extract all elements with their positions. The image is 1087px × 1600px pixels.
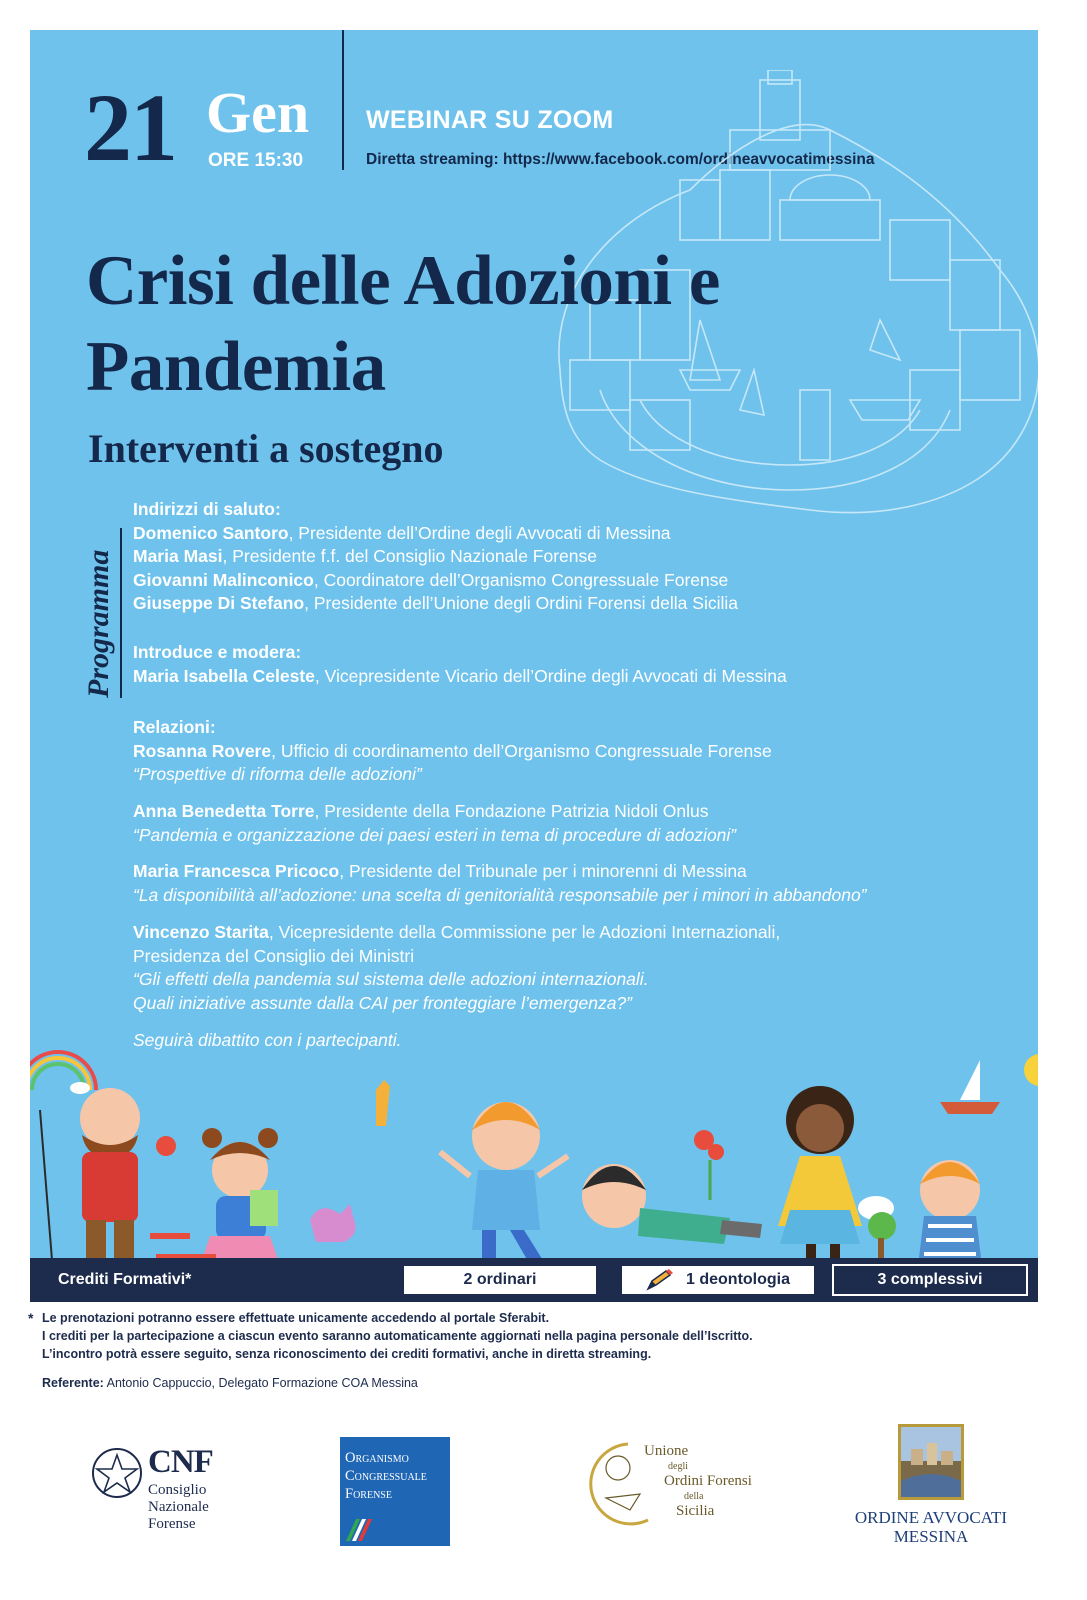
referente: Referente: Antonio Cappuccio, Delegato Formazione COA Messina <box>42 1376 418 1390</box>
republic-emblem-icon <box>90 1446 144 1500</box>
header-divider <box>342 30 344 170</box>
relazione-item: Maria Francesca Pricoco, Presidente del Tribunale per i minorenni di Messina “La disponibilità all’adozione: una scelta di genitorialità responsabile per i minori in abbandono” <box>133 861 867 905</box>
event-subtitle: Interventi a sostegno <box>88 426 444 471</box>
children-illustration <box>30 1040 1038 1280</box>
note-line: I crediti per la partecipazione a ciascun evento saranno automaticamente aggiornati nella pagina personale dell’Iscritto. <box>42 1329 753 1343</box>
unione-ordini-logo: Unione degli Ordini Forensi della Sicilia <box>588 1438 768 1530</box>
saluti-item: Giuseppe Di Stefano, Presidente dell’Unione degli Ordini Forensi della Sicilia <box>133 593 738 613</box>
moderatore-heading: Introduce e modera: <box>133 642 302 662</box>
italian-flag-icon <box>344 1513 372 1543</box>
ordine-emblem <box>898 1424 964 1500</box>
moderatore-section <box>133 641 787 688</box>
relazioni-section <box>133 716 772 787</box>
note-asterisk: * <box>28 1310 34 1326</box>
programma-label: Programma <box>82 549 115 698</box>
relazione-item: Vincenzo Starita, Vicepresidente della Commissione per le Adozioni Internazionali, Presidenza del Consiglio dei Ministri “Gli effetti della pandemia sul sistema delle adozioni internazionali. Quali iniziative assunte dalla CAI per fronteggiare l’emergenza?” <box>133 922 781 1013</box>
event-title: Crisi delle Adozioni e Pandemia <box>86 242 720 406</box>
poster <box>30 30 1038 1302</box>
relazione-item: Rosanna Rovere, Ufficio di coordinamento dell’Organismo Congressuale Forense “Prospettive di riforma delle adozioni” <box>133 740 772 784</box>
pencil-icon <box>646 1269 676 1291</box>
relazioni-heading: Relazioni: <box>133 717 216 737</box>
closing-note: Seguirà dibattito con i partecipanti. <box>133 1030 402 1050</box>
ocf-logo: Organismo Congressuale Forense <box>340 1437 450 1546</box>
credits-complessivi: 3 complessivi <box>832 1264 1028 1296</box>
saluti-heading: Indirizzi di saluto: <box>133 499 281 519</box>
ordine-avvocati-logo: ORDINE AVVOCATI MESSINA <box>846 1424 1016 1548</box>
event-time: ORE 15:30 <box>208 150 304 171</box>
note-line: Le prenotazioni potranno essere effettuate unicamente accedendo al portale Sferabit. <box>42 1311 550 1325</box>
credits-deontologia: 1 deontologia <box>620 1264 816 1296</box>
saluti-section <box>133 498 738 616</box>
moderatore-item: Maria Isabella Celeste, Vicepresidente Vicario dell’Ordine degli Avvocati di Messina <box>133 665 787 686</box>
webinar-label: WEBINAR SU ZOOM <box>366 106 614 134</box>
saluti-item: Domenico Santoro, Presidente dell’Ordine degli Avvocati di Messina <box>133 522 671 543</box>
saluti-item: Maria Masi, Presidente f.f. del Consiglio Nazionale Forense <box>133 546 597 566</box>
relazione-item: Anna Benedetta Torre, Presidente della Fondazione Patrizia Nidoli Onlus “Pandemia e organizzazione dei paesi esteri in tema di procedure di adozioni” <box>133 801 737 845</box>
credits-bar <box>30 1258 1038 1302</box>
credits-ordinari: 2 ordinari <box>402 1264 598 1296</box>
credits-label: Crediti Formativi* <box>58 1271 192 1288</box>
event-day: 21 <box>84 74 176 181</box>
event-month: Gen <box>206 80 310 145</box>
programma-divider <box>120 528 122 698</box>
note-line: L’incontro potrà essere seguito, senza riconoscimento dei crediti formativi, anche in diretta streaming. <box>42 1347 652 1361</box>
cnf-logo: CNF Consiglio Nazionale Forense <box>88 1444 238 1536</box>
saluti-item: Giovanni Malinconico, Coordinatore dell’Organismo Congressuale Forense <box>133 569 729 590</box>
streaming-link[interactable]: Diretta streaming: https://www.facebook.com/ordineavvocatimessina <box>366 151 875 168</box>
